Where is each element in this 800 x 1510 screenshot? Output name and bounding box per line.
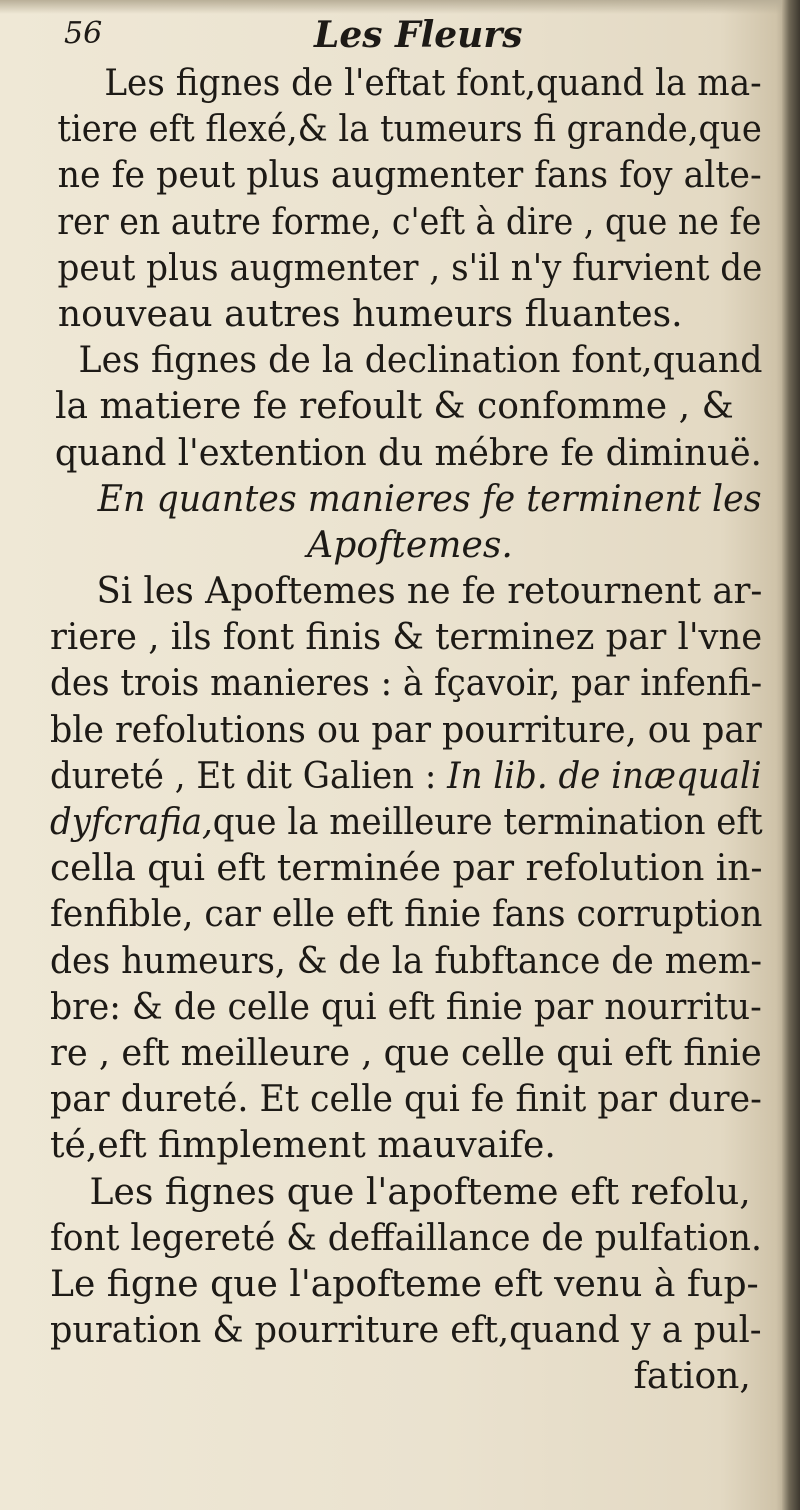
running-title: Les Fleurs	[314, 14, 523, 56]
line-text: rer en autre forme, c'eft à dire , que ne fe	[57, 199, 762, 243]
line-text-tail: que la meilleure termination eft	[212, 800, 763, 843]
section-heading-line	[50, 522, 762, 568]
line-text: riere , ils font finis & terminez par l'vne	[50, 615, 763, 659]
line-text: font legereté & deffaillance de pulfation.	[50, 1215, 762, 1259]
page-number: 56	[64, 16, 103, 51]
text-line	[50, 60, 762, 106]
line-text: dureté , Et dit Galien :	[50, 753, 448, 797]
text-line	[50, 568, 763, 614]
line-text: fenfible, car elle eft finie fans corruption	[50, 892, 763, 936]
section-heading-line	[50, 476, 762, 522]
line-text: bre: & de celle qui eft finie par nourritu-	[50, 984, 762, 1028]
line-text: des trois manieres : à fçavoir, par infenfi-	[50, 661, 763, 705]
line-text: Le figne que l'apofteme eft venu à fup-	[50, 1261, 759, 1305]
text-line	[50, 383, 762, 429]
line-text: té,eft fimplement mauvaife.	[50, 1123, 556, 1167]
italic-citation: In lib. de inæquali	[447, 753, 762, 797]
page-top-edge	[0, 0, 800, 14]
text-line	[50, 245, 763, 291]
line-text: la matiere fe refoult & confomme , &	[54, 384, 734, 428]
text-line	[50, 152, 762, 198]
line-text: quand l'extention du mébre fe diminuë.	[54, 430, 762, 474]
text-line	[50, 430, 762, 476]
text-line	[50, 1261, 762, 1307]
line-text: par dureté. Et celle qui fe finit par dure-	[50, 1077, 762, 1121]
line-text: tiere eft flexé,& la tumeurs fi grande,que	[57, 107, 762, 151]
line-text: Les fignes de la declination font,quand	[78, 338, 763, 382]
text-line	[50, 1169, 762, 1215]
line-text: puration & pourriture eft,quand y a pul-	[50, 1308, 762, 1352]
line-text: Apoftemes.	[307, 522, 513, 566]
line-text: ble refolutions ou par pourriture, ou par	[50, 707, 762, 751]
text-line	[50, 1353, 762, 1399]
text-line	[50, 799, 763, 845]
line-text: Si les Apoftemes ne fe retournent ar-	[96, 569, 763, 613]
body-text	[50, 60, 770, 1399]
page-header	[64, 16, 764, 60]
text-line	[50, 1076, 762, 1122]
line-text: fation,	[633, 1354, 751, 1398]
line-text: re , eft meilleure , que celle qui eft finie	[50, 1030, 762, 1074]
line-text: des humeurs, & de la fubftance de mem-	[50, 938, 763, 982]
line-text: Les fignes de l'eftat font,quand la ma-	[104, 61, 762, 104]
italic-citation: dyfcrafia,	[50, 800, 213, 843]
line-text: ne fe peut plus augmenter fans foy alte-	[57, 153, 762, 197]
text-line	[50, 1307, 762, 1353]
text-line	[50, 753, 762, 799]
line-text: Les fignes que l'apofteme eft refolu,	[89, 1169, 751, 1213]
text-line	[50, 614, 763, 660]
line-text: En quantes manieres fe terminent les	[97, 476, 762, 520]
text-line	[50, 1030, 762, 1076]
text-line	[50, 845, 763, 891]
text-line	[50, 891, 763, 937]
text-line	[50, 199, 762, 245]
text-line	[50, 707, 762, 753]
line-text: peut plus augmenter , s'il n'y furvient de	[57, 245, 763, 289]
line-text: nouveau autres humeurs fluantes.	[57, 291, 683, 335]
text-line	[50, 660, 763, 706]
text-line	[50, 106, 762, 152]
page-binding-edge	[782, 0, 800, 1510]
text-line	[50, 1122, 762, 1168]
line-text: cella qui eft terminée par refolution in-	[50, 846, 763, 890]
text-line	[50, 984, 762, 1030]
text-line	[50, 938, 763, 984]
text-line	[50, 337, 763, 383]
text-line	[50, 1215, 762, 1261]
text-line	[50, 291, 762, 337]
